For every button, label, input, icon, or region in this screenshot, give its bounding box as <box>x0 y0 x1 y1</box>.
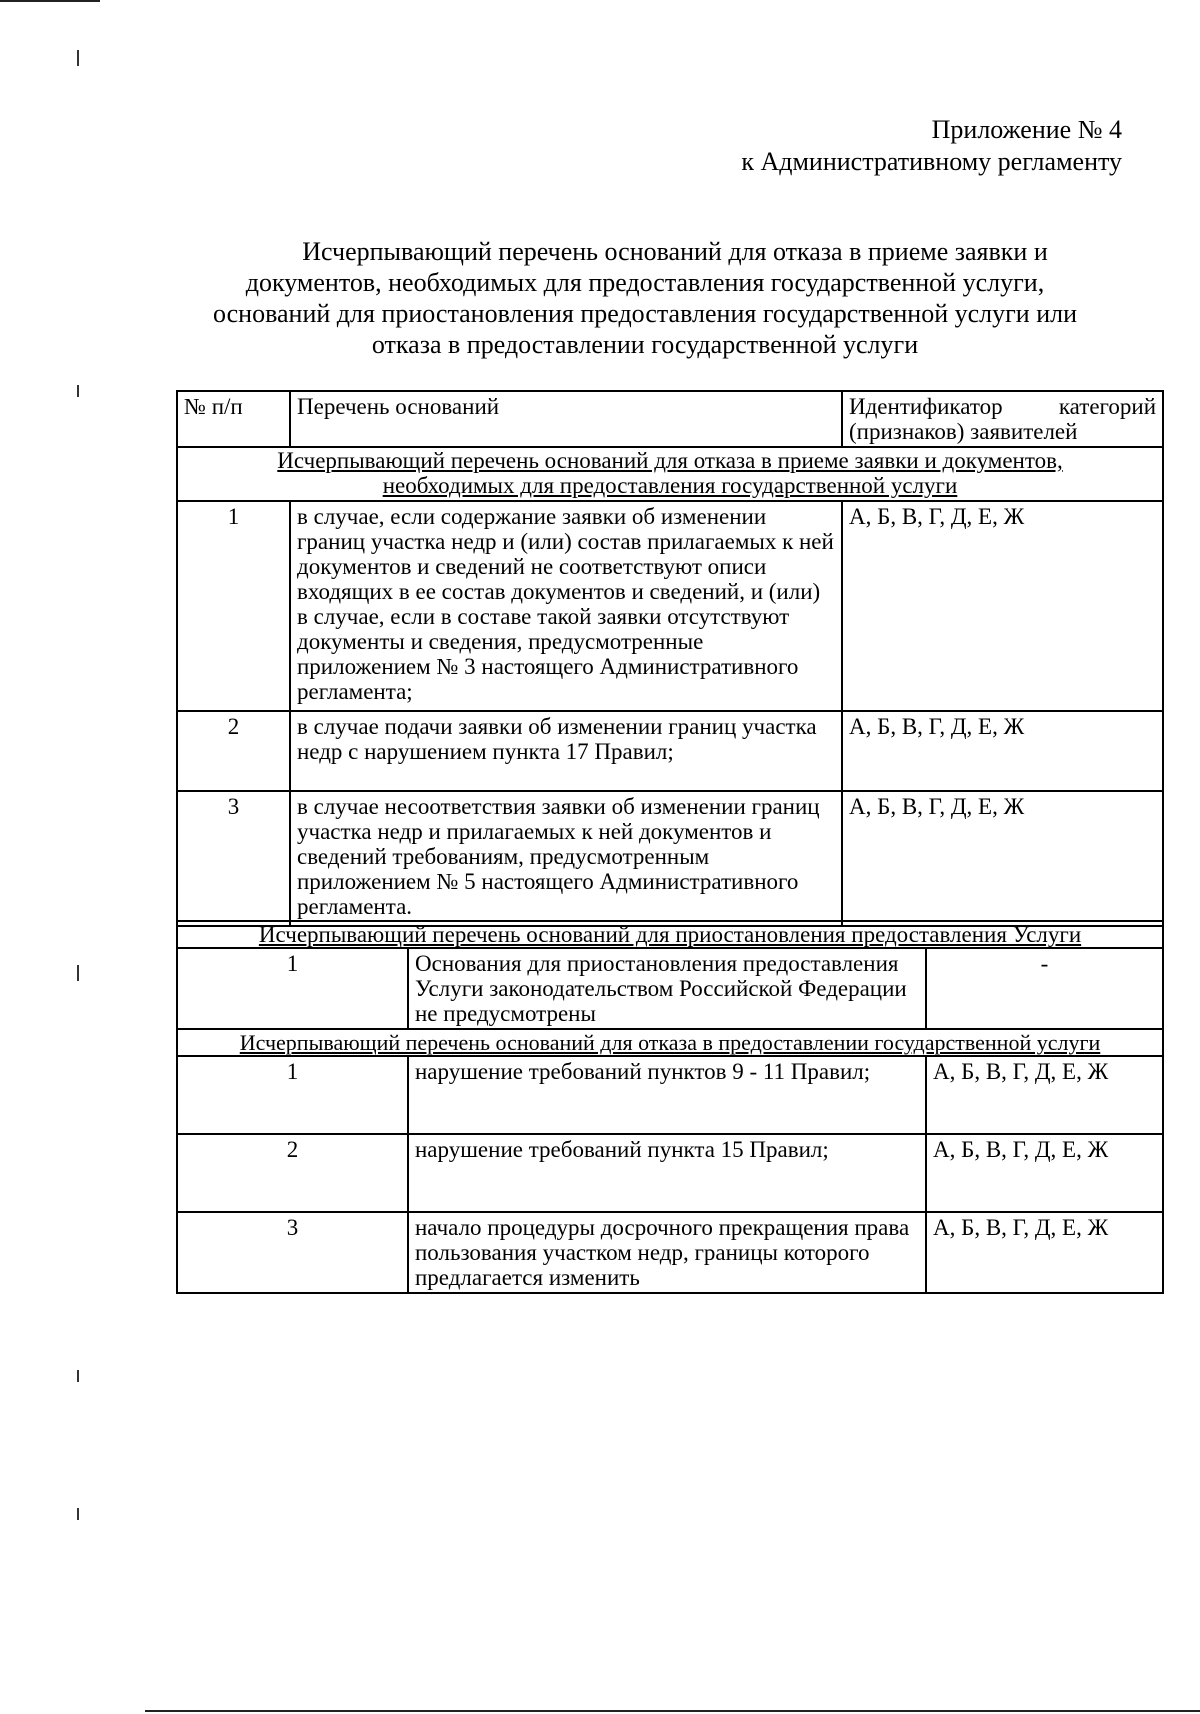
table-row <box>177 1056 1163 1134</box>
margin-mark <box>77 1508 79 1520</box>
row-identifiers: - <box>926 948 1163 1029</box>
row-number: 2 <box>177 711 290 791</box>
title-line: отказа в предоставлении государственной услуги <box>371 330 919 359</box>
appendix-reference: к Административному регламенту <box>741 147 1122 176</box>
reasons-table-part2 <box>176 920 1164 1294</box>
header-num: № п/п <box>177 391 290 447</box>
scan-edge-top <box>0 0 100 2</box>
margin-mark <box>77 1370 79 1382</box>
header-identifier: Идентификатор категорий (признаков) заявителей <box>842 391 1163 447</box>
margin-mark <box>77 965 79 981</box>
row-reason: начало процедуры досрочного прекращения права пользования участком недр, границы которого предлагается изменить <box>408 1212 926 1293</box>
row-identifiers: А, Б, В, Г, Д, Е, Ж <box>842 501 1163 711</box>
table-header-row <box>177 391 1163 447</box>
reasons-table-part1 <box>176 390 1164 927</box>
appendix-number: Приложение № 4 <box>931 115 1122 144</box>
document-title <box>160 236 1130 360</box>
row-reason: в случае, если содержание заявки об изменении границ участка недр и (или) состав прилагаемых к ней документов и сведений не соответствуют описи входящих в ее состав документов и сведений, и (или) в случае, если в составе такой заявки отсутствуют документы и сведения, предусмотренные приложением № 3 настоящего Административного регламента; <box>290 501 842 711</box>
section1-heading: Исчерпывающий перечень оснований для отказа в приеме заявки и документов, необходимых для предоставления государственной услуги <box>177 447 1163 501</box>
row-identifiers: А, Б, В, Г, Д, Е, Ж <box>842 791 1163 926</box>
row-reason: в случае несоответствия заявки об изменении границ участка недр и прилагаемых к ней документов и сведений требованиям, предусмотренным приложением № 5 настоящего Административного регламента. <box>290 791 842 926</box>
section-heading-row <box>177 447 1163 501</box>
section3-heading: Исчерпывающий перечень оснований для отказа в предоставлении государственной услуги <box>177 1029 1163 1056</box>
row-number: 1 <box>177 501 290 711</box>
row-number: 3 <box>177 791 290 926</box>
row-number: 2 <box>177 1134 408 1212</box>
row-number: 1 <box>177 948 408 1029</box>
row-reason: нарушение требований пункта 15 Правил; <box>408 1134 926 1212</box>
header-reasons: Перечень оснований <box>290 391 842 447</box>
margin-mark <box>77 50 79 66</box>
table-row <box>177 501 1163 711</box>
row-number: 3 <box>177 1212 408 1293</box>
scan-edge-bottom <box>145 1710 1200 1712</box>
title-line: Исчерпывающий перечень оснований для отказа в приеме заявки и <box>302 237 1048 266</box>
row-reason: Основания для приостановления предоставления Услуги законодательством Российской Федерации не предусмотрены <box>408 948 926 1029</box>
row-identifiers: А, Б, В, Г, Д, Е, Ж <box>842 711 1163 791</box>
row-reason: в случае подачи заявки об изменении границ участка недр с нарушением пункта 17 Правил; <box>290 711 842 791</box>
table-row <box>177 948 1163 1029</box>
table-row <box>177 711 1163 791</box>
section-heading-row <box>177 921 1163 948</box>
table-row <box>177 791 1163 926</box>
title-line: оснований для приостановления предоставления государственной услуги или <box>212 299 1078 328</box>
appendix-header <box>741 114 1122 178</box>
title-line: документов, необходимых для предоставления государственной услуги, <box>245 268 1045 297</box>
section2-heading: Исчерпывающий перечень оснований для приостановления предоставления Услуги <box>177 921 1163 948</box>
section-heading-row <box>177 1029 1163 1056</box>
margin-mark <box>77 385 79 397</box>
table-row <box>177 1134 1163 1212</box>
row-identifiers: А, Б, В, Г, Д, Е, Ж <box>926 1212 1163 1293</box>
row-identifiers: А, Б, В, Г, Д, Е, Ж <box>926 1056 1163 1134</box>
table-row <box>177 1212 1163 1293</box>
row-identifiers: А, Б, В, Г, Д, Е, Ж <box>926 1134 1163 1212</box>
row-reason: нарушение требований пунктов 9 - 11 Правил; <box>408 1056 926 1134</box>
row-number: 1 <box>177 1056 408 1134</box>
